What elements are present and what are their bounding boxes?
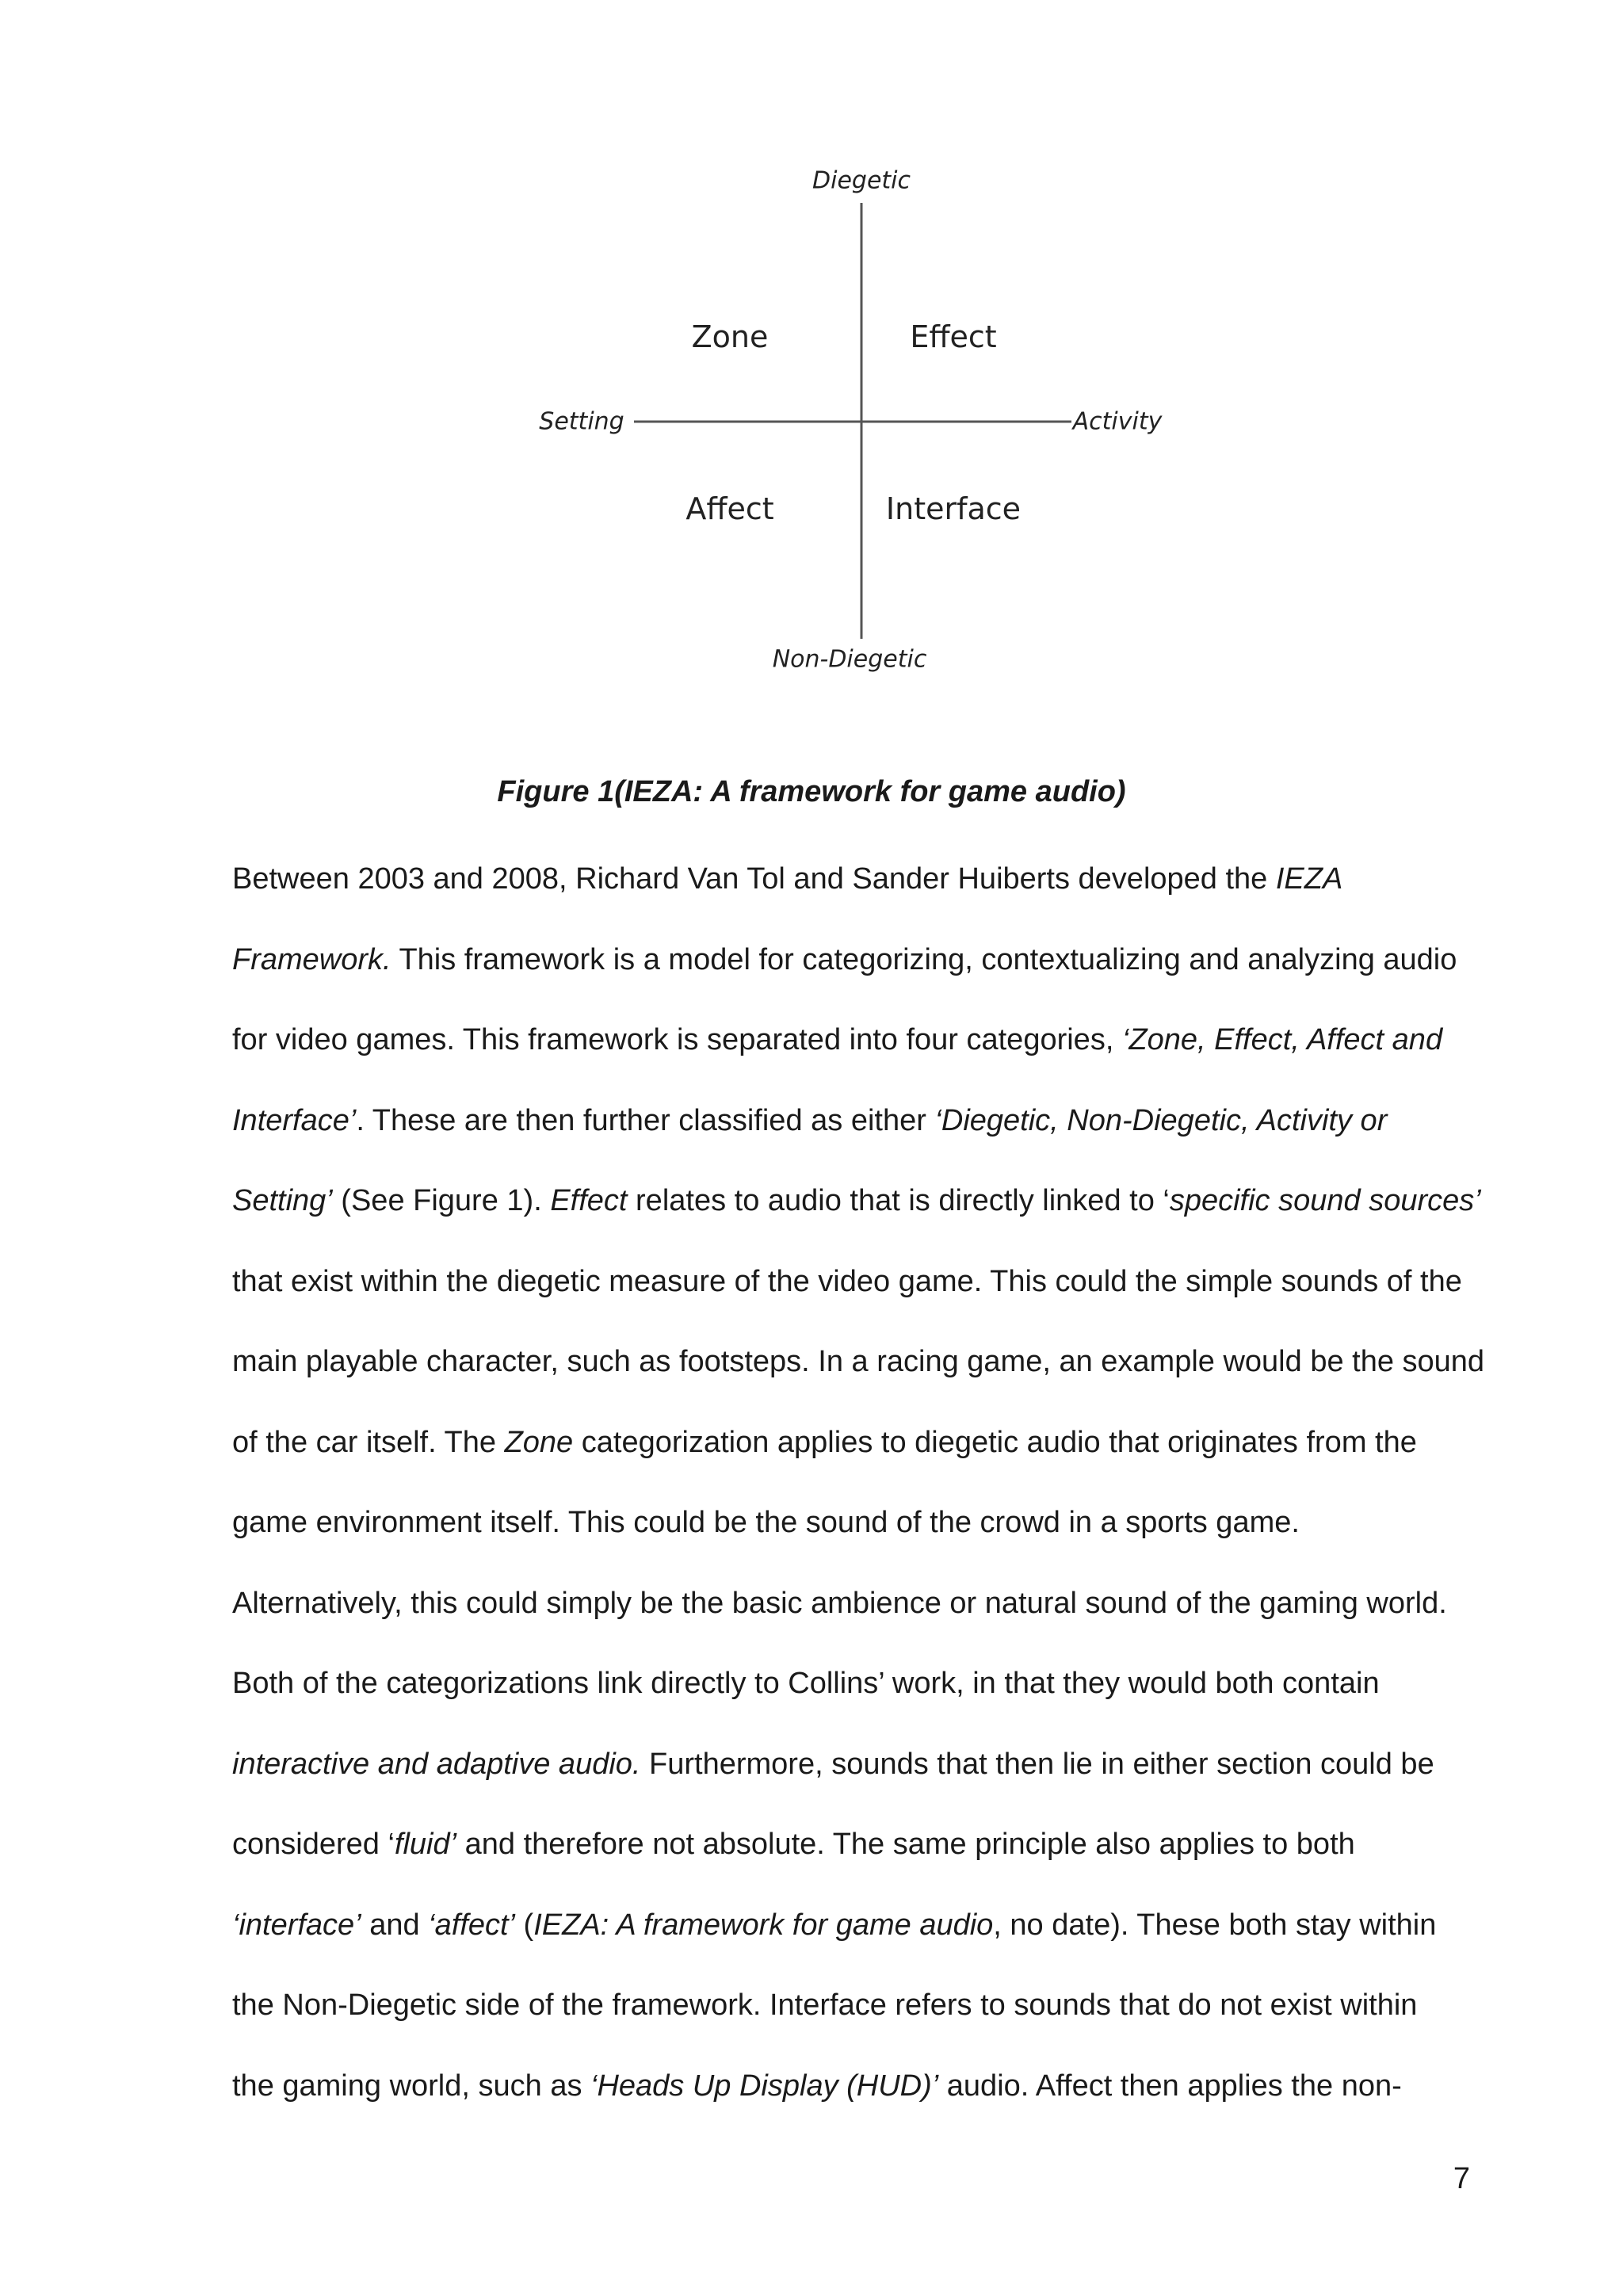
text-line bbox=[232, 1182, 1500, 1263]
text-segment: Alternatively, this could simply be the basic ambience or natural sound of the gaming world. bbox=[232, 1586, 1447, 1620]
text-segment: of the car itself. The bbox=[232, 1425, 505, 1459]
text-segment: for video games. This framework is separated into four categories, bbox=[232, 1023, 1122, 1056]
page-number: 7 bbox=[1453, 2162, 1470, 2195]
text-line bbox=[232, 1423, 1500, 1504]
italic-text-segment: specific sound sources’ bbox=[1169, 1184, 1481, 1217]
text-line bbox=[232, 1745, 1500, 1826]
text-line bbox=[232, 860, 1500, 941]
text-segment: Between 2003 and 2008, Richard Van Tol and Sander Huiberts developed the bbox=[232, 862, 1276, 896]
italic-text-segment: Effect bbox=[550, 1184, 628, 1217]
text-segment: the gaming world, such as bbox=[232, 2069, 591, 2103]
italic-text-segment: ‘affect’ bbox=[428, 1908, 515, 1942]
text-segment: (See Figure 1). bbox=[332, 1184, 551, 1217]
italic-text-segment: IEZA: A framework for game audio bbox=[533, 1908, 994, 1942]
text-line bbox=[232, 1986, 1500, 2067]
quadrant-label-interface: Interface bbox=[885, 491, 1022, 526]
text-line bbox=[232, 941, 1500, 1022]
text-segment: Both of the categorizations link directly to Collins’ work, in that they would both contain bbox=[232, 1667, 1380, 1700]
italic-text-segment: Zone bbox=[504, 1425, 574, 1459]
text-segment: and therefore not absolute. The same principle also applies to both bbox=[456, 1828, 1355, 1861]
text-segment: audio. Affect then applies the non- bbox=[938, 2069, 1402, 2103]
italic-text-segment: ‘Diegetic, Non-Diegetic, Activity or bbox=[934, 1103, 1388, 1137]
italic-text-segment: IEZA bbox=[1275, 862, 1343, 896]
text-line bbox=[232, 1584, 1500, 1665]
axis-label-activity: Activity bbox=[1072, 407, 1163, 436]
text-segment: considered ‘ bbox=[232, 1828, 395, 1861]
text-segment: . These are then further classified as either bbox=[356, 1103, 935, 1137]
italic-text-segment: ‘Zone, Effect, Affect and bbox=[1121, 1023, 1443, 1056]
text-line bbox=[232, 1021, 1500, 1102]
axis-label-diegetic: Diegetic bbox=[812, 166, 911, 195]
quadrant-label-zone: Zone bbox=[691, 319, 769, 354]
text-segment: , no date). These both stay within bbox=[993, 1908, 1437, 1942]
text-segment: relates to audio that is directly linked to ‘ bbox=[627, 1184, 1170, 1217]
italic-text-segment: fluid’ bbox=[394, 1828, 457, 1861]
text-line bbox=[232, 1906, 1500, 1987]
italic-text-segment: Interface’ bbox=[232, 1103, 357, 1137]
text-line bbox=[232, 2067, 1500, 2148]
text-segment: Furthermore, sounds that then lie in either section could be bbox=[640, 1747, 1434, 1781]
italic-text-segment: Setting’ bbox=[232, 1184, 333, 1217]
text-line bbox=[232, 1503, 1500, 1584]
text-line bbox=[232, 1263, 1500, 1343]
text-segment: This framework is a model for categorizing, contextualizing and analyzing audio bbox=[391, 942, 1457, 976]
text-segment: categorization applies to diegetic audio that originates from the bbox=[573, 1425, 1417, 1459]
ieza-framework-diagram bbox=[507, 151, 1189, 690]
text-segment: that exist within the diegetic measure of the video game. This could the simple sounds of the bbox=[232, 1264, 1462, 1298]
text-line bbox=[232, 1825, 1500, 1906]
text-segment: ( bbox=[515, 1908, 534, 1942]
body-paragraph bbox=[232, 860, 1500, 2147]
italic-text-segment: interactive and adaptive audio. bbox=[232, 1747, 641, 1781]
italic-text-segment: ‘interface’ bbox=[232, 1908, 361, 1942]
text-segment: the Non-Diegetic side of the framework. Interface refers to sounds that do not exist within bbox=[232, 1988, 1418, 2022]
text-line bbox=[232, 1102, 1500, 1182]
quadrant-label-effect: Effect bbox=[910, 319, 997, 354]
text-line bbox=[232, 1664, 1500, 1745]
text-line bbox=[232, 1343, 1500, 1423]
text-segment: and bbox=[361, 1908, 429, 1942]
figure-caption: Figure 1(IEZA: A framework for game audio) bbox=[497, 775, 1126, 808]
text-segment: main playable character, such as footsteps. In a racing game, an example would be the sound bbox=[232, 1345, 1485, 1378]
text-segment: game environment itself. This could be the sound of the crowd in a sports game. bbox=[232, 1506, 1300, 1539]
italic-text-segment: Framework. bbox=[232, 942, 391, 976]
quadrant-label-affect: Affect bbox=[685, 491, 774, 526]
italic-text-segment: ‘Heads Up Display (HUD)’ bbox=[590, 2069, 939, 2103]
axis-label-setting: Setting bbox=[539, 407, 624, 436]
axis-label-non-diegetic: Non-Diegetic bbox=[772, 645, 927, 674]
